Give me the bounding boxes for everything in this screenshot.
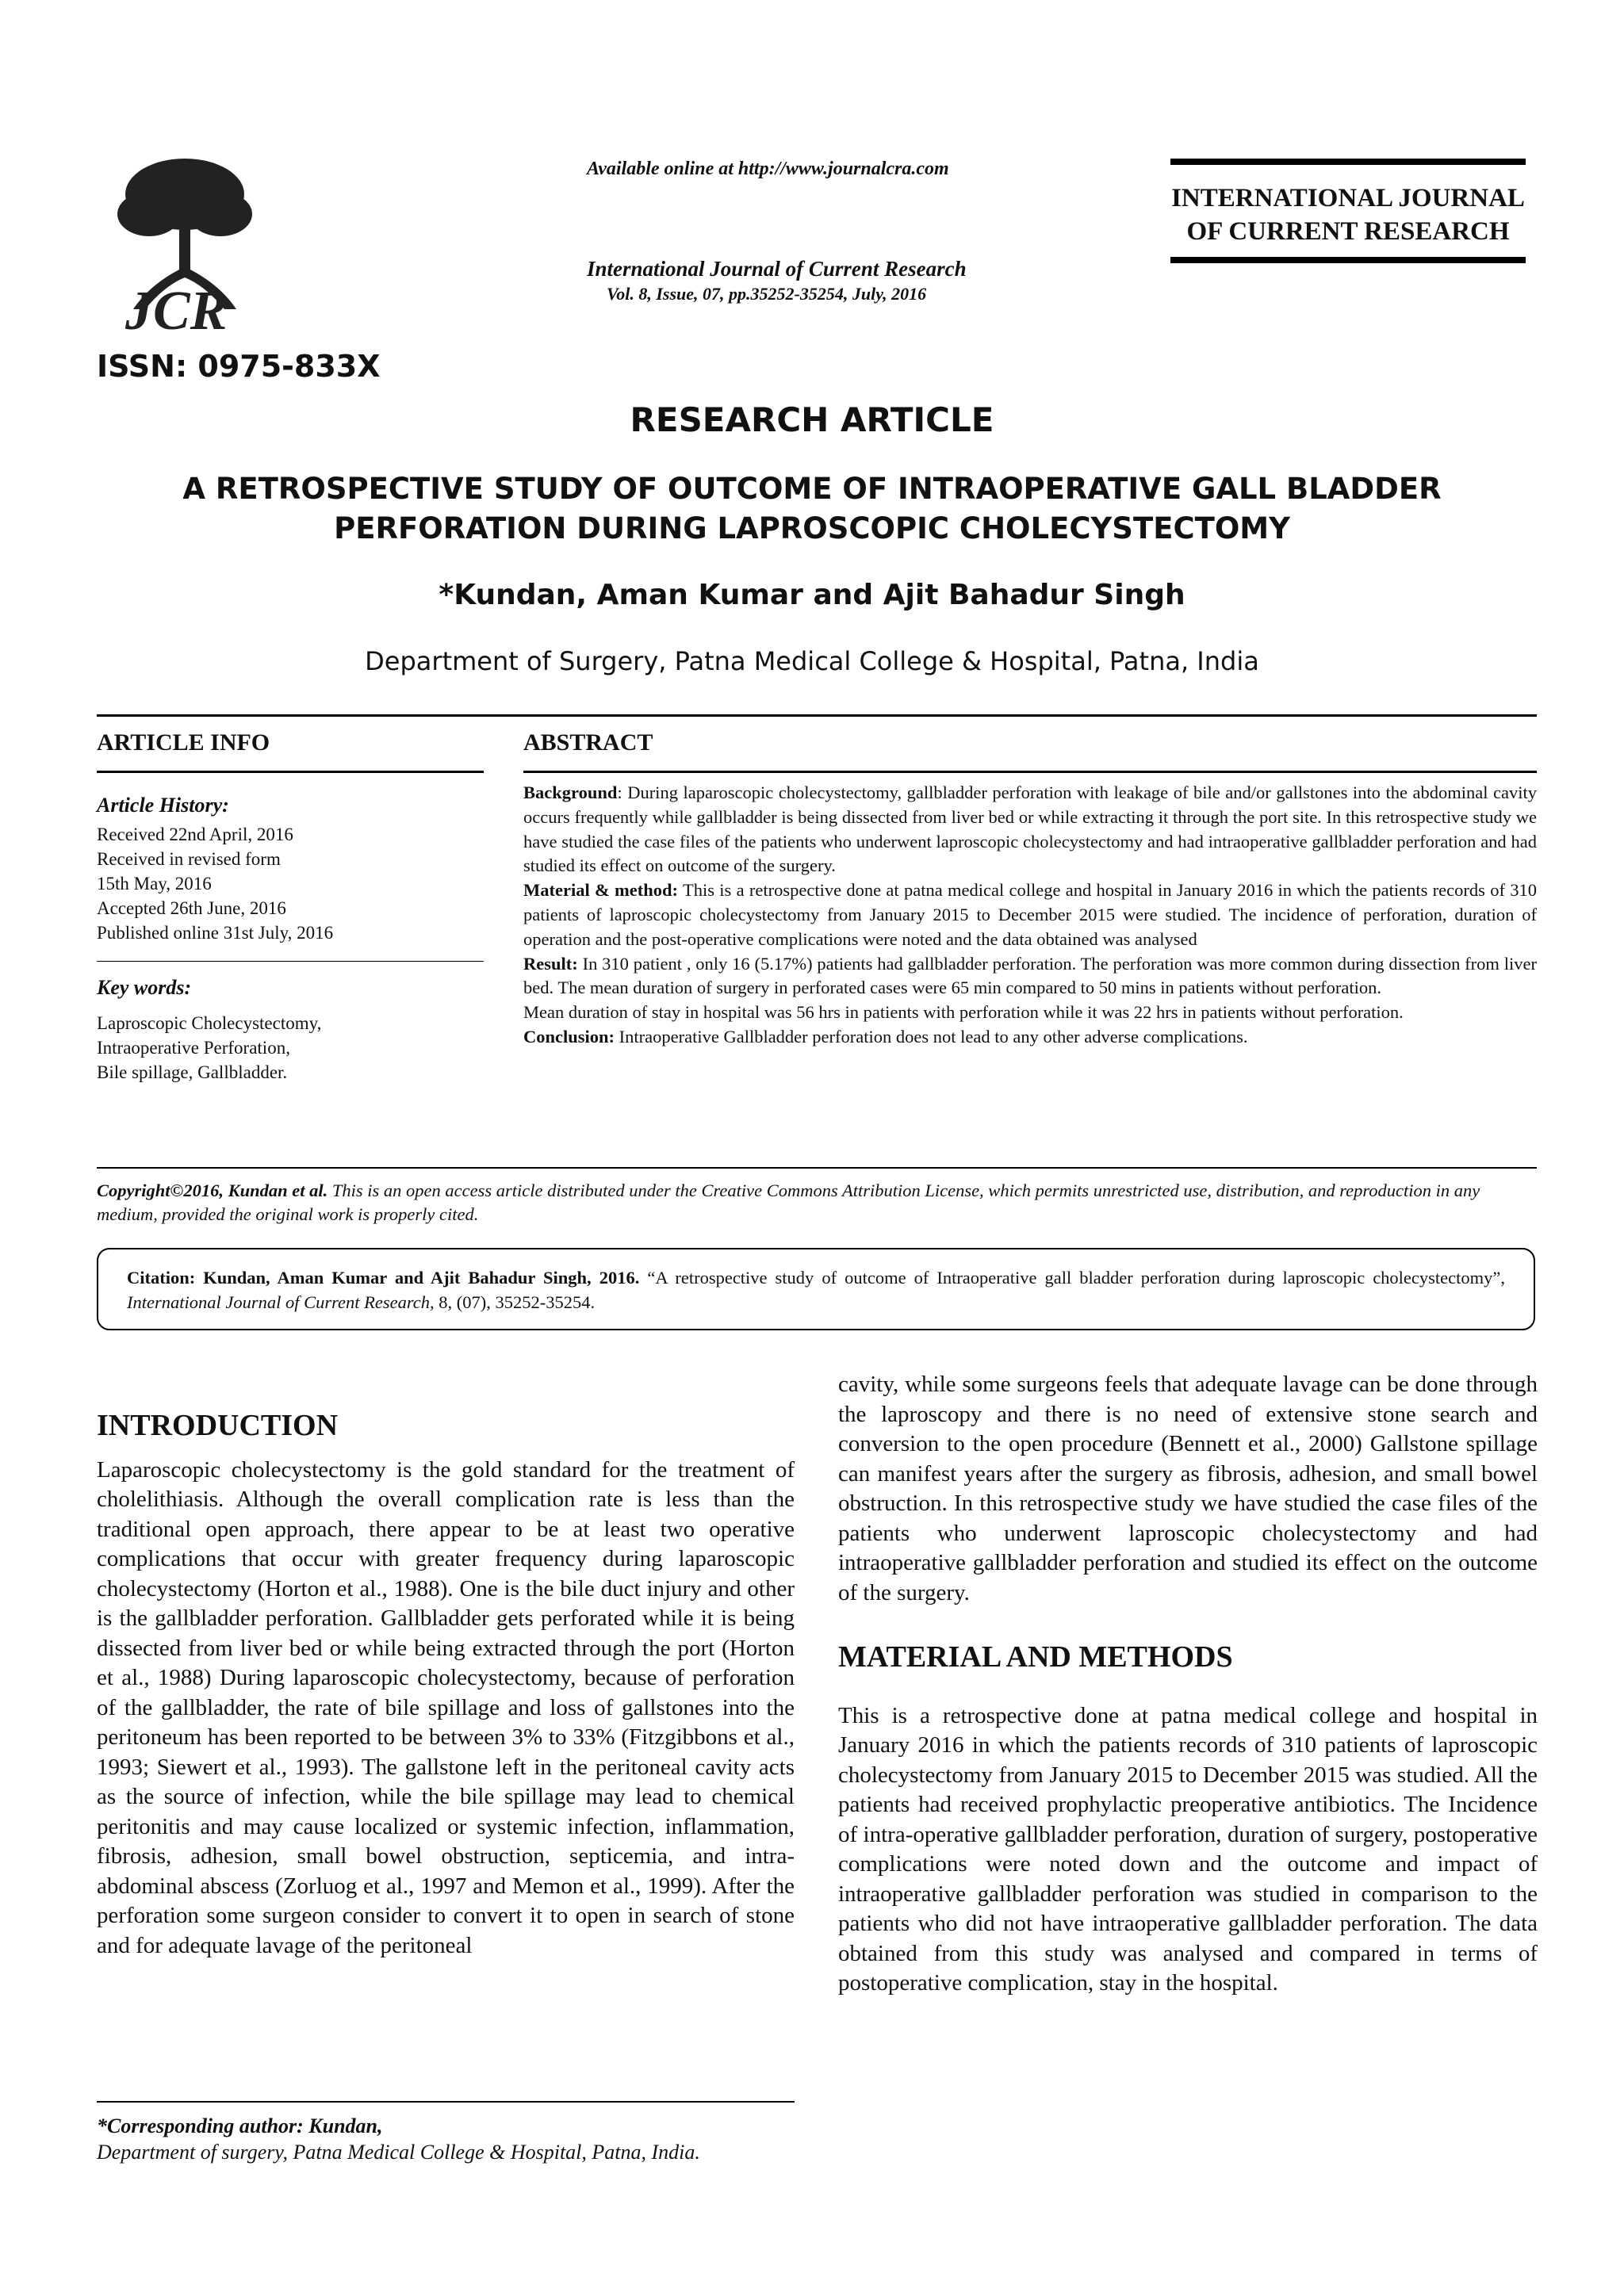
keywords-rule [97, 961, 484, 962]
received-date: Received 22nd April, 2016 [97, 825, 293, 844]
copyright-label: Copyright©2016, Kundan et al. [97, 1181, 328, 1200]
corresponding-author [97, 2113, 795, 2165]
article-title: A RETROSPECTIVE STUDY OF OUTCOME OF INTRAOPERATIVE GALL BLADDER PERFORATION DURING LAPROSCOPIC CHOLECYSTECTOMY [182, 472, 1442, 545]
published-date: Published online 31st July, 2016 [97, 923, 334, 943]
department: Department of Surgery, Patna Medical College & Hospital, Patna, India [365, 646, 1259, 676]
result-label: Result: [523, 953, 578, 974]
volume-info: Vol. 8, Issue, 07, pp.35252-35254, July, 2016 [607, 284, 927, 304]
keywords [97, 975, 485, 1085]
corresponding-author-label: *Corresponding author: Kundan, [97, 2114, 383, 2137]
right-column [838, 1370, 1538, 1999]
footnote-rule [97, 2101, 795, 2103]
journal-box-line2: OF CURRENT RESEARCH [1186, 217, 1510, 246]
abstract-background: Background: During laparoscopic cholecystectomy, gallbladder perforation with leakage of bile and/or gallstones into the abdominal cavity occurs frequently while gallbladder is being dissected from liver bed or while extracting it through the port site. In this retrospective study we have studied the case files of the patients who underwent laproscopic cholecystectomy and had intraoperative gallbladder perforation and had studied its effect on outcome of the surgery. [523, 783, 1537, 876]
revised-line2: 15th May, 2016 [97, 874, 212, 894]
keywords-label: Key words: [97, 976, 192, 999]
abstract-bottom-rule [97, 1167, 1537, 1169]
article-history [97, 793, 485, 945]
conclusion-label: Conclusion: [523, 1026, 615, 1047]
citation-label: Citation: Kundan, Aman Kumar and Ajit Bahadur Singh, 2016. [127, 1268, 640, 1288]
revised-line1: Received in revised form [97, 849, 281, 869]
introduction-section [97, 1411, 795, 1961]
author-affiliation: Department of surgery, Patna Medical College & Hospital, Patna, India. [97, 2141, 700, 2164]
keyword-1: Laproscopic Cholecystectomy, [97, 1013, 322, 1033]
abstract-method: Material & method: This is a retrospective done at patna medical college and hospital in January 2016 in which the patients records of 310 patients of laproscopic cholecystectomy from January 2015 to December 2015 were studied. The incidence of perforation, duration of operation and the post-operative complications were noted and the data obtained was analysed [523, 880, 1537, 949]
abstract-conclusion: Conclusion: Intraoperative Gallbladder perforation does not lead to any other adverse complications. [523, 1026, 1248, 1047]
introduction-text: Laparoscopic cholecystectomy is the gold standard for the treatment of cholelithiasis. Although the overall complication rate is less than the traditional open approach, there appear to be at least two operative complications that occur with greater frequency during laparoscopic cholecystectomy (Horton et al., 1988). One is the bile duct injury and other is the gallbladder perforation. Gallbladder gets perforated while it is being dissected from liver bed or while being extracted through the port (Horton et al., 1988) During laparoscopic cholecystectomy, because of perforation of the gallbladder, the rate of bile spillage and loss of gallstones into the peritoneum has been reported to be between 3% to 33% (Fitzgibbons et al., 1993; Siewert et al., 1993). The gallstone left in the peritoneal cavity acts as the source of infection, while the bile spillage may lead to chemical peritonitis and may cause localized or systemic infection, inflammation, fibrosis, adhesion, small bowel obstruction, septicemia, and intra-abdominal abscess (Zorluog et al., 1997 and Memon et al., 1999). After the perforation some surgeon consider to convert it to open in search of stone and for adequate lavage of the peritoneal [97, 1456, 795, 1958]
citation-journal: International Journal of Current Research [127, 1292, 431, 1312]
available-online-link[interactable]: Available online at http://www.journalcra.com [587, 159, 949, 179]
abstract-body [523, 781, 1537, 1050]
tree-logo-icon [102, 151, 268, 333]
introduction-heading: INTRODUCTION [97, 1409, 339, 1442]
background-label: Background [523, 783, 618, 802]
svg-text:JCR: JCR [125, 281, 228, 333]
journal-box-line1: INTERNATIONAL JOURNAL [1171, 184, 1525, 212]
methods-text: This is a retrospective done at patna medical college and hospital in January 2016 in which the patients records of 310 patients of laproscopic cholecystectomy from January 2015 to December 2015 was studied. All the patients had received prophylactic preoperative antibiotics. The Incidence of intra-operative gallbladder perforation, duration of surgery, postoperative complications were noted down and the outcome and impact of intraoperative gallbladder perforation was studied in comparison to the patients who did not have intraoperative gallbladder perforation. The data obtained from this study was analysed and compared in terms of postoperative complication, stay in the hospital. [838, 1702, 1538, 1996]
top-divider [97, 714, 1537, 717]
authors: *Kundan, Aman Kumar and Ajit Bahadur Singh [439, 579, 1185, 611]
introduction-continued: cavity, while some surgeons feels that adequate lavage can be done through the laproscopy and there is no need of extensive stone search and conversion to the open procedure (Bennett et al., 2000) Gallstone spillage can manifest years after the surgery as fibrosis, adhesion, and small bowel obstruction. In this retrospective study we have studied the case files of the patients who underwent laproscopic cholecystectomy and had intraoperative gallbladder perforation and studied its effect on the outcome of the surgery. [838, 1372, 1538, 1605]
methods-heading: MATERIAL AND METHODS [838, 1640, 1233, 1674]
keyword-3: Bile spillage, Gallbladder. [97, 1062, 288, 1082]
journal-logo [102, 151, 268, 333]
citation-box: Citation: Kundan, Aman Kumar and Ajit Bahadur Singh, 2016. “A retrospective study of outcome of Intraoperative gall bladder perforation during laproscopic cholecystectomy”, International Journal of Current Research, 8, (07), 35252-35254. [97, 1248, 1535, 1330]
abstract-result: Result: In 310 patient , only 16 (5.17%) patients had gallbladder perforation. The perforation was more common during dissection from liver bed. The mean duration of surgery in perforated cases were 65 min compared to 50 mins in patients without perforation. [523, 953, 1537, 998]
journal-title-box [1170, 159, 1526, 263]
abstract-rule [523, 771, 1537, 773]
history-label: Article History: [97, 794, 229, 817]
abstract-result-2: Mean duration of stay in hospital was 56 hrs in patients with perforation while it was 22 hrs in patients without perforation. [523, 1002, 1404, 1023]
keyword-2: Intraoperative Perforation, [97, 1038, 290, 1058]
abstract-heading: ABSTRACT [523, 729, 653, 756]
copyright-notice: Copyright©2016, Kundan et al. This is an open access article distributed under the Creative Commons Attribution License, which permits unrestricted use, distribution, and reproduction in any medium, provided the original work is properly cited. [97, 1181, 1480, 1224]
method-label: Material & method: [523, 880, 679, 901]
article-info-heading: ARTICLE INFO [97, 729, 270, 756]
journal-name: International Journal of Current Research [587, 257, 967, 281]
article-info-rule [97, 771, 484, 773]
issn: ISSN: 0975-833X [97, 349, 381, 384]
article-type: RESEARCH ARTICLE [630, 400, 994, 439]
accepted-date: Accepted 26th June, 2016 [97, 898, 286, 918]
